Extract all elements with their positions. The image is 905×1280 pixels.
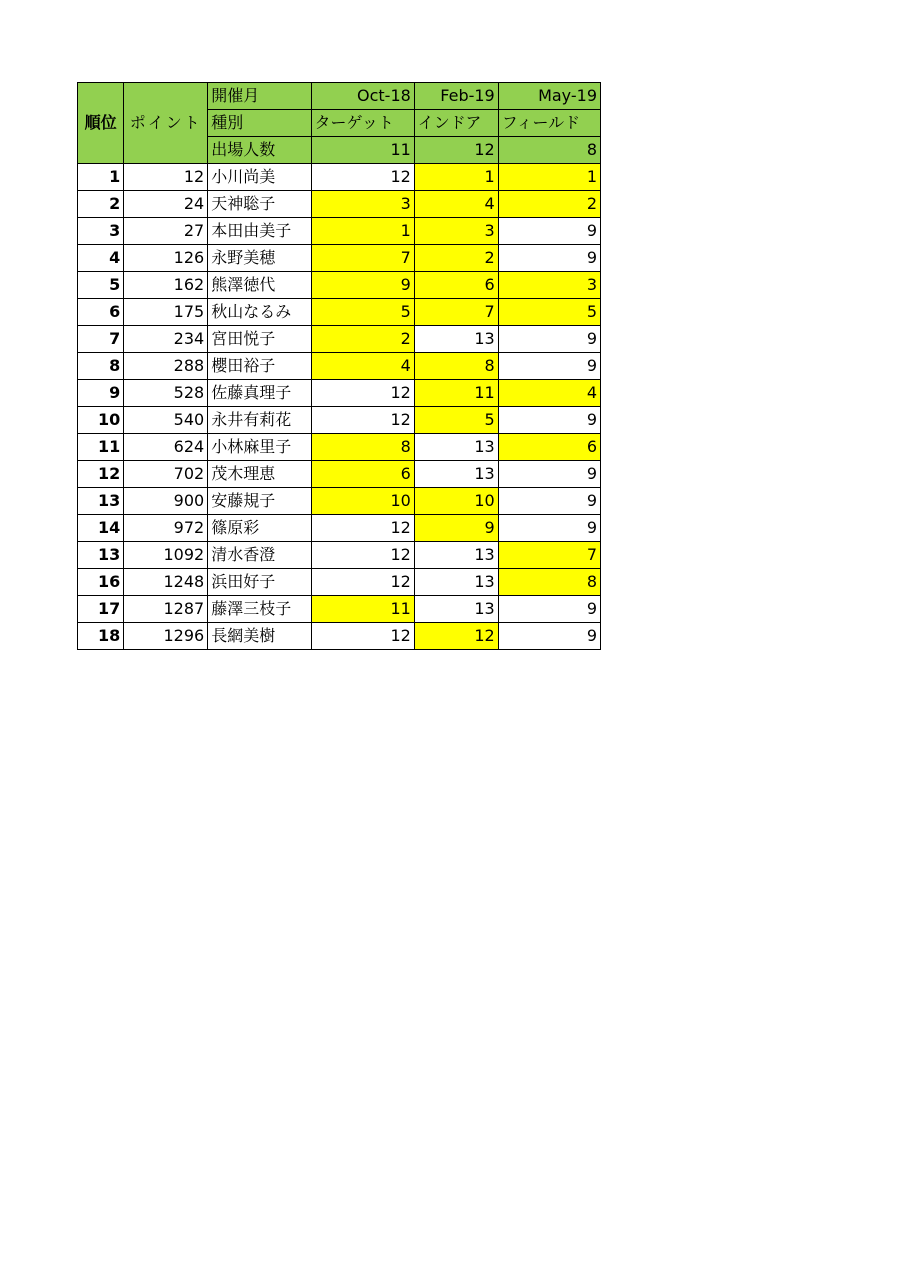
points-cell: 624	[124, 434, 208, 461]
points-cell: 1296	[124, 623, 208, 650]
result-cell: 1	[414, 164, 498, 191]
name-cell: 秋山なるみ	[208, 299, 311, 326]
rank-header: 順位	[78, 83, 124, 164]
result-cell: 9	[498, 407, 600, 434]
points-cell: 1092	[124, 542, 208, 569]
table-row	[78, 434, 601, 461]
points-cell: 1248	[124, 569, 208, 596]
result-cell: 5	[498, 299, 600, 326]
rank-cell: 7	[78, 326, 124, 353]
event-type-feb: インドア	[414, 110, 498, 137]
name-cell: 永野美穂	[208, 245, 311, 272]
result-cell: 12	[311, 407, 414, 434]
result-cell: 12	[311, 569, 414, 596]
result-cell: 1	[498, 164, 600, 191]
name-cell: 本田由美子	[208, 218, 311, 245]
result-cell: 9	[498, 515, 600, 542]
table-row	[78, 299, 601, 326]
participants-label: 出場人数	[208, 137, 311, 164]
result-cell: 12	[311, 542, 414, 569]
result-cell: 2	[498, 191, 600, 218]
points-cell: 27	[124, 218, 208, 245]
result-cell: 3	[311, 191, 414, 218]
event-participants-oct: 11	[311, 137, 414, 164]
name-cell: 熊澤徳代	[208, 272, 311, 299]
rank-cell: 16	[78, 569, 124, 596]
event-month-feb: Feb-19	[414, 83, 498, 110]
table-row	[78, 461, 601, 488]
event-participants-may: 8	[498, 137, 600, 164]
rank-cell: 6	[78, 299, 124, 326]
result-cell: 9	[311, 272, 414, 299]
result-cell: 12	[311, 164, 414, 191]
result-cell: 4	[498, 380, 600, 407]
result-cell: 7	[414, 299, 498, 326]
result-cell: 9	[498, 596, 600, 623]
rank-cell: 10	[78, 407, 124, 434]
result-cell: 13	[414, 542, 498, 569]
result-cell: 8	[498, 569, 600, 596]
header-row-month	[78, 83, 601, 110]
table-row	[78, 623, 601, 650]
result-cell: 5	[311, 299, 414, 326]
table-row	[78, 380, 601, 407]
rank-cell: 11	[78, 434, 124, 461]
table-row	[78, 191, 601, 218]
rank-cell: 13	[78, 488, 124, 515]
result-cell: 13	[414, 326, 498, 353]
name-cell: 浜田好子	[208, 569, 311, 596]
points-cell: 126	[124, 245, 208, 272]
result-cell: 7	[498, 542, 600, 569]
points-header: ポイント	[124, 83, 208, 164]
rank-cell: 2	[78, 191, 124, 218]
rank-cell: 12	[78, 461, 124, 488]
points-cell: 288	[124, 353, 208, 380]
table-row	[78, 488, 601, 515]
result-cell: 10	[311, 488, 414, 515]
result-cell: 9	[498, 488, 600, 515]
points-cell: 12	[124, 164, 208, 191]
rank-cell: 4	[78, 245, 124, 272]
type-label: 種別	[208, 110, 311, 137]
name-cell: 櫻田裕子	[208, 353, 311, 380]
result-cell: 11	[311, 596, 414, 623]
table-header	[78, 83, 601, 164]
result-cell: 13	[414, 461, 498, 488]
event-month-oct: Oct-18	[311, 83, 414, 110]
event-type-may: フィールド	[498, 110, 600, 137]
ranking-table	[77, 82, 601, 650]
rank-cell: 8	[78, 353, 124, 380]
table-row	[78, 326, 601, 353]
result-cell: 2	[414, 245, 498, 272]
name-cell: 佐藤真理子	[208, 380, 311, 407]
result-cell: 1	[311, 218, 414, 245]
points-cell: 24	[124, 191, 208, 218]
name-cell: 安藤規子	[208, 488, 311, 515]
table-row	[78, 515, 601, 542]
points-cell: 175	[124, 299, 208, 326]
month-label: 開催月	[208, 83, 311, 110]
event-participants-feb: 12	[414, 137, 498, 164]
result-cell: 6	[414, 272, 498, 299]
result-cell: 9	[498, 245, 600, 272]
table-row	[78, 164, 601, 191]
result-cell: 8	[311, 434, 414, 461]
points-cell: 162	[124, 272, 208, 299]
name-cell: 茂木理恵	[208, 461, 311, 488]
result-cell: 6	[498, 434, 600, 461]
points-cell: 1287	[124, 596, 208, 623]
name-cell: 宮田悦子	[208, 326, 311, 353]
table-row	[78, 407, 601, 434]
result-cell: 6	[311, 461, 414, 488]
rank-cell: 3	[78, 218, 124, 245]
table-row	[78, 569, 601, 596]
result-cell: 8	[414, 353, 498, 380]
result-cell: 10	[414, 488, 498, 515]
points-cell: 972	[124, 515, 208, 542]
points-cell: 900	[124, 488, 208, 515]
name-cell: 長網美樹	[208, 623, 311, 650]
result-cell: 11	[414, 380, 498, 407]
name-cell: 天神聡子	[208, 191, 311, 218]
result-cell: 9	[498, 353, 600, 380]
result-cell: 13	[414, 569, 498, 596]
result-cell: 9	[498, 623, 600, 650]
name-cell: 小林麻里子	[208, 434, 311, 461]
points-cell: 528	[124, 380, 208, 407]
table-row	[78, 542, 601, 569]
result-cell: 9	[414, 515, 498, 542]
event-type-oct: ターゲット	[311, 110, 414, 137]
result-cell: 3	[498, 272, 600, 299]
result-cell: 13	[414, 434, 498, 461]
name-cell: 小川尚美	[208, 164, 311, 191]
rank-cell: 17	[78, 596, 124, 623]
name-cell: 清水香澄	[208, 542, 311, 569]
result-cell: 3	[414, 218, 498, 245]
name-cell: 永井有莉花	[208, 407, 311, 434]
result-cell: 7	[311, 245, 414, 272]
result-cell: 12	[311, 380, 414, 407]
table-row	[78, 353, 601, 380]
table-row	[78, 596, 601, 623]
result-cell: 13	[414, 596, 498, 623]
result-cell: 9	[498, 218, 600, 245]
table-row	[78, 272, 601, 299]
result-cell: 4	[414, 191, 498, 218]
result-cell: 12	[311, 623, 414, 650]
result-cell: 9	[498, 326, 600, 353]
table-body	[78, 164, 601, 650]
points-cell: 702	[124, 461, 208, 488]
result-cell: 9	[498, 461, 600, 488]
points-cell: 540	[124, 407, 208, 434]
table-row	[78, 218, 601, 245]
result-cell: 5	[414, 407, 498, 434]
result-cell: 12	[311, 515, 414, 542]
points-cell: 234	[124, 326, 208, 353]
name-cell: 篠原彩	[208, 515, 311, 542]
rank-cell: 5	[78, 272, 124, 299]
rank-cell: 14	[78, 515, 124, 542]
table-row	[78, 245, 601, 272]
rank-cell: 9	[78, 380, 124, 407]
rank-cell: 13	[78, 542, 124, 569]
result-cell: 4	[311, 353, 414, 380]
event-month-may: May-19	[498, 83, 600, 110]
result-cell: 12	[414, 623, 498, 650]
rank-cell: 1	[78, 164, 124, 191]
name-cell: 藤澤三枝子	[208, 596, 311, 623]
result-cell: 2	[311, 326, 414, 353]
rank-cell: 18	[78, 623, 124, 650]
